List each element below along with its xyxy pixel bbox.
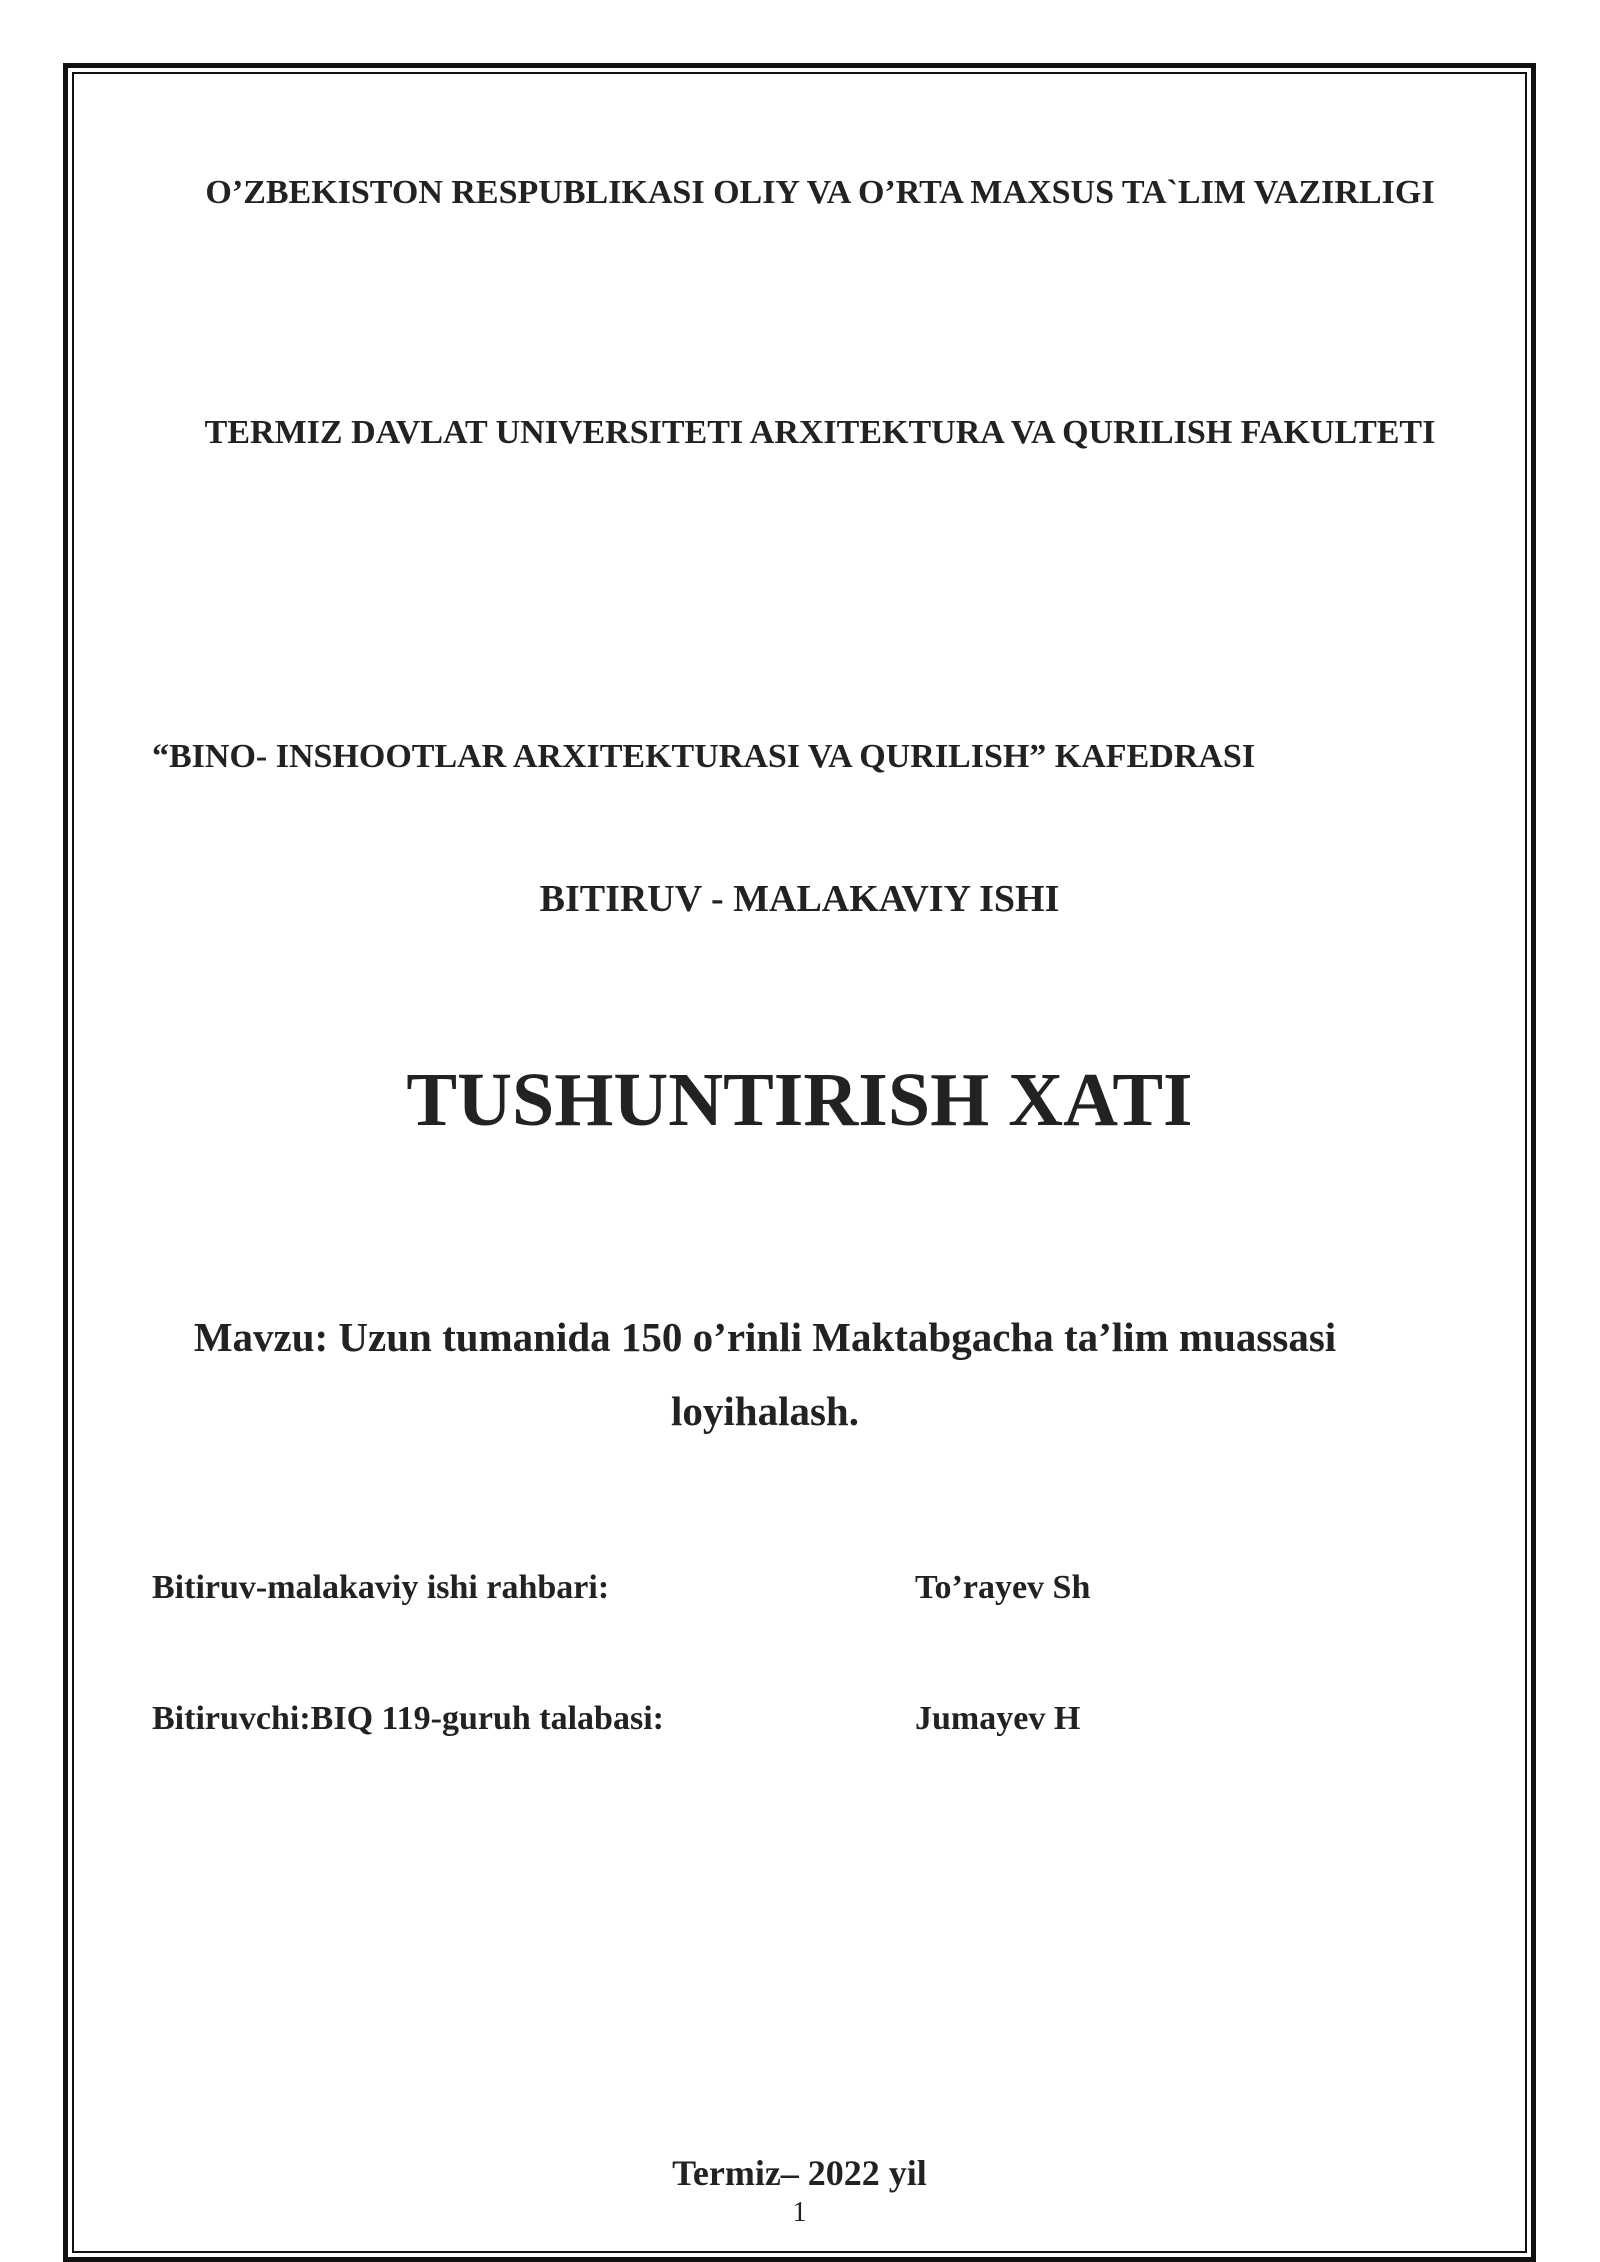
topic-text: Mavzu: Uzun tumanida 150 o’rinli Maktabgacha ta’lim muassasi loyihalash.	[193, 1314, 1337, 1434]
student-name: Jumayev H	[915, 1700, 1081, 1737]
ministry-heading: O’ZBEKISTON RESPUBLIKASI OLIY VA O’RTA MAXSUS TA`LIM VAZIRLIGI	[205, 174, 1435, 211]
work-type-heading: BITIRUV - MALAKAVIY ISHI	[539, 878, 1060, 920]
supervisor-name: To’rayev Sh	[915, 1569, 1091, 1606]
document-title: TUSHUNTIRISH XATI	[406, 1058, 1193, 1142]
supervisor-label: Bitiruv-malakaviy ishi rahbari:	[152, 1569, 610, 1606]
place-year: Termiz– 2022 yil	[672, 2153, 927, 2193]
department-heading: “BINO- INSHOOTLAR ARXITEKTURASI VA QURILISH” KAFEDRASI	[152, 738, 1256, 775]
page-number: 1	[792, 2197, 807, 2228]
student-label: Bitiruvchi:BIQ 119-guruh talabasi:	[152, 1700, 664, 1737]
university-heading: TERMIZ DAVLAT UNIVERSITETI ARXITEKTURA VA QURILISH FAKULTETI	[204, 414, 1436, 451]
